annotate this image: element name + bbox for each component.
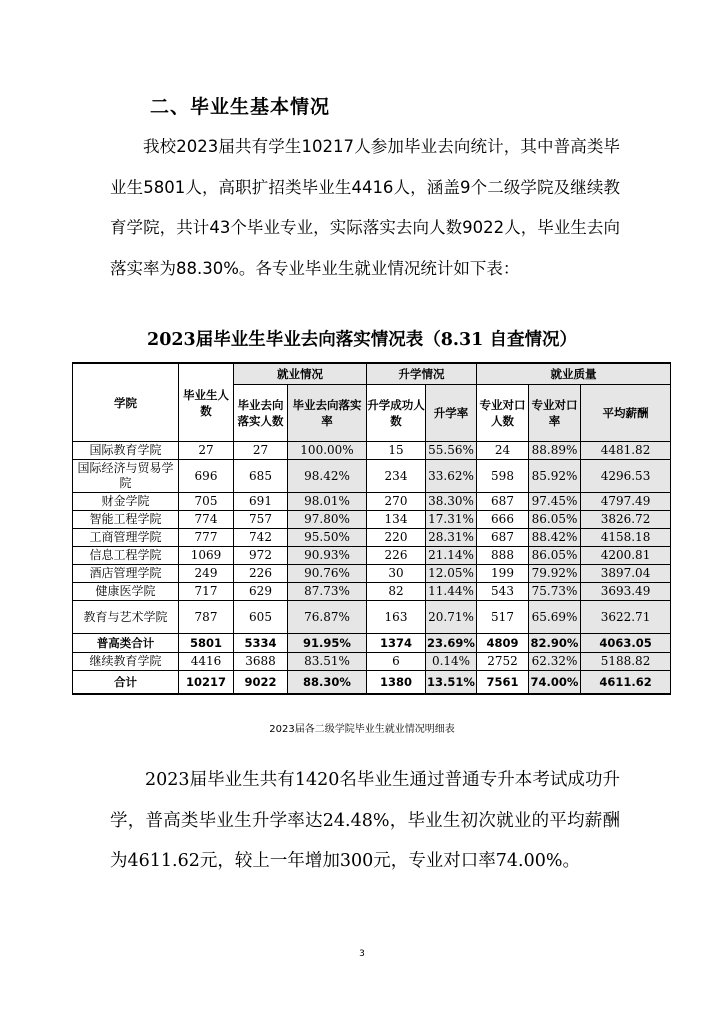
total-row [73, 671, 671, 695]
cell-further-study-count: 1374 [367, 634, 426, 653]
cell-college: 工商管理学院 [73, 529, 179, 547]
cell-college: 合计 [73, 671, 179, 695]
table-row [73, 583, 671, 601]
cell-avg-salary: 4063.05 [581, 634, 671, 653]
cell-graduates: 4416 [179, 653, 234, 671]
cell-placed: 691 [234, 493, 288, 511]
cell-graduates: 10217 [179, 671, 234, 695]
cell-college: 酒店管理学院 [73, 565, 179, 583]
header-graduates: 毕业生人数 [179, 363, 234, 442]
cell-placement-rate: 98.42% [288, 460, 367, 493]
cell-further-study-count: 6 [367, 653, 426, 671]
cell-graduates: 777 [179, 529, 234, 547]
cell-avg-salary: 4797.49 [581, 493, 671, 511]
cell-matched-rate: 82.90% [529, 634, 581, 653]
header-group-further-study: 升学情况 [367, 363, 477, 385]
cell-graduates: 705 [179, 493, 234, 511]
cell-placed: 757 [234, 511, 288, 529]
cell-college: 健康医学院 [73, 583, 179, 601]
table-row [73, 601, 671, 634]
cell-college: 财金学院 [73, 493, 179, 511]
cell-matched-count: 517 [477, 601, 529, 634]
cell-avg-salary: 4296.53 [581, 460, 671, 493]
cell-avg-salary: 3897.04 [581, 565, 671, 583]
cell-further-study-rate: 13.51% [426, 671, 477, 695]
header-avg-salary: 平均薪酬 [581, 385, 671, 442]
cell-avg-salary: 5188.82 [581, 653, 671, 671]
header-matched-rate: 专业对口率 [529, 385, 581, 442]
cell-further-study-count: 226 [367, 547, 426, 565]
cell-matched-count: 199 [477, 565, 529, 583]
table-row [73, 493, 671, 511]
cell-further-study-count: 134 [367, 511, 426, 529]
cell-avg-salary: 3622.71 [581, 601, 671, 634]
cell-matched-rate: 97.45% [529, 493, 581, 511]
cell-matched-rate: 88.42% [529, 529, 581, 547]
cell-placed: 9022 [234, 671, 288, 695]
cell-further-study-rate: 28.31% [426, 529, 477, 547]
cell-placement-rate: 90.76% [288, 565, 367, 583]
intro-paragraph: 我校2023届共有学生10217人参加毕业去向统计，其中普高类毕业生5801人，高职扩招类毕业生4416人，涵盖9个二级学院及继续教育学院，共计43个毕业专业，实际落实去向人数9022人，毕业生去向落实率为88.30%。各专业毕业生就业情况统计如下表： [110, 137, 620, 278]
header-matched-count: 专业对口人数 [477, 385, 529, 442]
cell-placed: 629 [234, 583, 288, 601]
header-further-study-count: 升学成功人数 [367, 385, 426, 442]
cell-matched-rate: 62.32% [529, 653, 581, 671]
cell-college: 国际经济与贸易学院 [73, 460, 179, 493]
cell-college: 国际教育学院 [73, 442, 179, 460]
header-further-study-rate: 升学率 [426, 385, 477, 442]
header-college: 学院 [73, 363, 179, 442]
cell-placement-rate: 90.93% [288, 547, 367, 565]
cell-matched-rate: 85.92% [529, 460, 581, 493]
cell-matched-rate: 86.05% [529, 547, 581, 565]
cell-matched-count: 543 [477, 583, 529, 601]
cell-graduates: 249 [179, 565, 234, 583]
cell-matched-count: 687 [477, 493, 529, 511]
cell-college: 信息工程学院 [73, 547, 179, 565]
subtotal-row [73, 634, 671, 653]
cell-avg-salary: 4200.81 [581, 547, 671, 565]
cell-further-study-rate: 20.71% [426, 601, 477, 634]
cell-graduates: 5801 [179, 634, 234, 653]
table-row [73, 565, 671, 583]
cell-placement-rate: 100.00% [288, 442, 367, 460]
cell-college: 普高类合计 [73, 634, 179, 653]
cell-graduates: 1069 [179, 547, 234, 565]
cell-further-study-count: 1380 [367, 671, 426, 695]
cell-matched-count: 888 [477, 547, 529, 565]
cell-further-study-count: 270 [367, 493, 426, 511]
cell-matched-rate: 75.73% [529, 583, 581, 601]
cell-matched-count: 2752 [477, 653, 529, 671]
cell-matched-rate: 65.69% [529, 601, 581, 634]
cell-further-study-count: 220 [367, 529, 426, 547]
page-number: 3 [359, 949, 365, 959]
cell-further-study-rate: 17.31% [426, 511, 477, 529]
cell-further-study-rate: 38.30% [426, 493, 477, 511]
cell-matched-count: 4809 [477, 634, 529, 653]
cell-further-study-count: 163 [367, 601, 426, 634]
cell-placed: 685 [234, 460, 288, 493]
cell-placement-rate: 76.87% [288, 601, 367, 634]
cell-college: 继续教育学院 [73, 653, 179, 671]
cell-further-study-count: 234 [367, 460, 426, 493]
cell-matched-count: 7561 [477, 671, 529, 695]
cell-avg-salary: 3693.49 [581, 583, 671, 601]
summary-paragraph: 2023届毕业生共有1420名毕业生通过普通专升本考试成功升学，普高类毕业生升学率达24.48%，毕业生初次就业的平均薪酬为4611.62元，较上一年增加300元，专业对口率74.00%。 [110, 770, 620, 871]
table-row [73, 442, 671, 460]
cell-placement-rate: 95.50% [288, 529, 367, 547]
cell-placement-rate: 88.30% [288, 671, 367, 695]
cell-graduates: 717 [179, 583, 234, 601]
section-heading: 二、毕业生基本情况 [150, 96, 331, 118]
cell-placed: 3688 [234, 653, 288, 671]
header-group-employment: 就业情况 [234, 363, 367, 385]
header-placed: 毕业去向落实人数 [234, 385, 288, 442]
cell-placement-rate: 91.95% [288, 634, 367, 653]
cell-matched-rate: 88.89% [529, 442, 581, 460]
cell-matched-count: 687 [477, 529, 529, 547]
table-row [73, 547, 671, 565]
header-group-quality: 就业质量 [477, 363, 671, 385]
cell-matched-count: 666 [477, 511, 529, 529]
cell-placed: 742 [234, 529, 288, 547]
table-row [73, 529, 671, 547]
cell-placed: 5334 [234, 634, 288, 653]
cell-placed: 226 [234, 565, 288, 583]
cell-avg-salary: 4481.82 [581, 442, 671, 460]
cell-avg-salary: 4611.62 [581, 671, 671, 695]
cell-placement-rate: 83.51% [288, 653, 367, 671]
header-placement-rate: 毕业去向落实率 [288, 385, 367, 442]
cell-college: 智能工程学院 [73, 511, 179, 529]
table-title: 2023届毕业生毕业去向落实情况表（8.31 自查情况） [147, 330, 577, 350]
cell-matched-rate: 74.00% [529, 671, 581, 695]
cell-graduates: 696 [179, 460, 234, 493]
cell-placed: 27 [234, 442, 288, 460]
cell-further-study-rate: 0.14% [426, 653, 477, 671]
cell-graduates: 27 [179, 442, 234, 460]
cell-placed: 972 [234, 547, 288, 565]
cell-placed: 605 [234, 601, 288, 634]
cell-further-study-rate: 23.69% [426, 634, 477, 653]
cell-further-study-rate: 21.14% [426, 547, 477, 565]
cell-further-study-rate: 12.05% [426, 565, 477, 583]
employment-table [72, 362, 671, 695]
table-caption: 2023届各二级学院毕业生就业情况明细表 [269, 724, 455, 735]
cell-further-study-rate: 55.56% [426, 442, 477, 460]
cell-graduates: 774 [179, 511, 234, 529]
cell-placement-rate: 87.73% [288, 583, 367, 601]
table-row [73, 460, 671, 493]
cell-graduates: 787 [179, 601, 234, 634]
cell-matched-rate: 79.92% [529, 565, 581, 583]
table-row [73, 511, 671, 529]
cell-avg-salary: 4158.18 [581, 529, 671, 547]
cell-further-study-rate: 11.44% [426, 583, 477, 601]
cell-matched-rate: 86.05% [529, 511, 581, 529]
continuing-education-row [73, 653, 671, 671]
cell-placement-rate: 97.80% [288, 511, 367, 529]
cell-further-study-count: 15 [367, 442, 426, 460]
cell-matched-count: 598 [477, 460, 529, 493]
cell-further-study-rate: 33.62% [426, 460, 477, 493]
cell-college: 教育与艺术学院 [73, 601, 179, 634]
cell-placement-rate: 98.01% [288, 493, 367, 511]
cell-further-study-count: 82 [367, 583, 426, 601]
cell-matched-count: 24 [477, 442, 529, 460]
cell-further-study-count: 30 [367, 565, 426, 583]
cell-avg-salary: 3826.72 [581, 511, 671, 529]
